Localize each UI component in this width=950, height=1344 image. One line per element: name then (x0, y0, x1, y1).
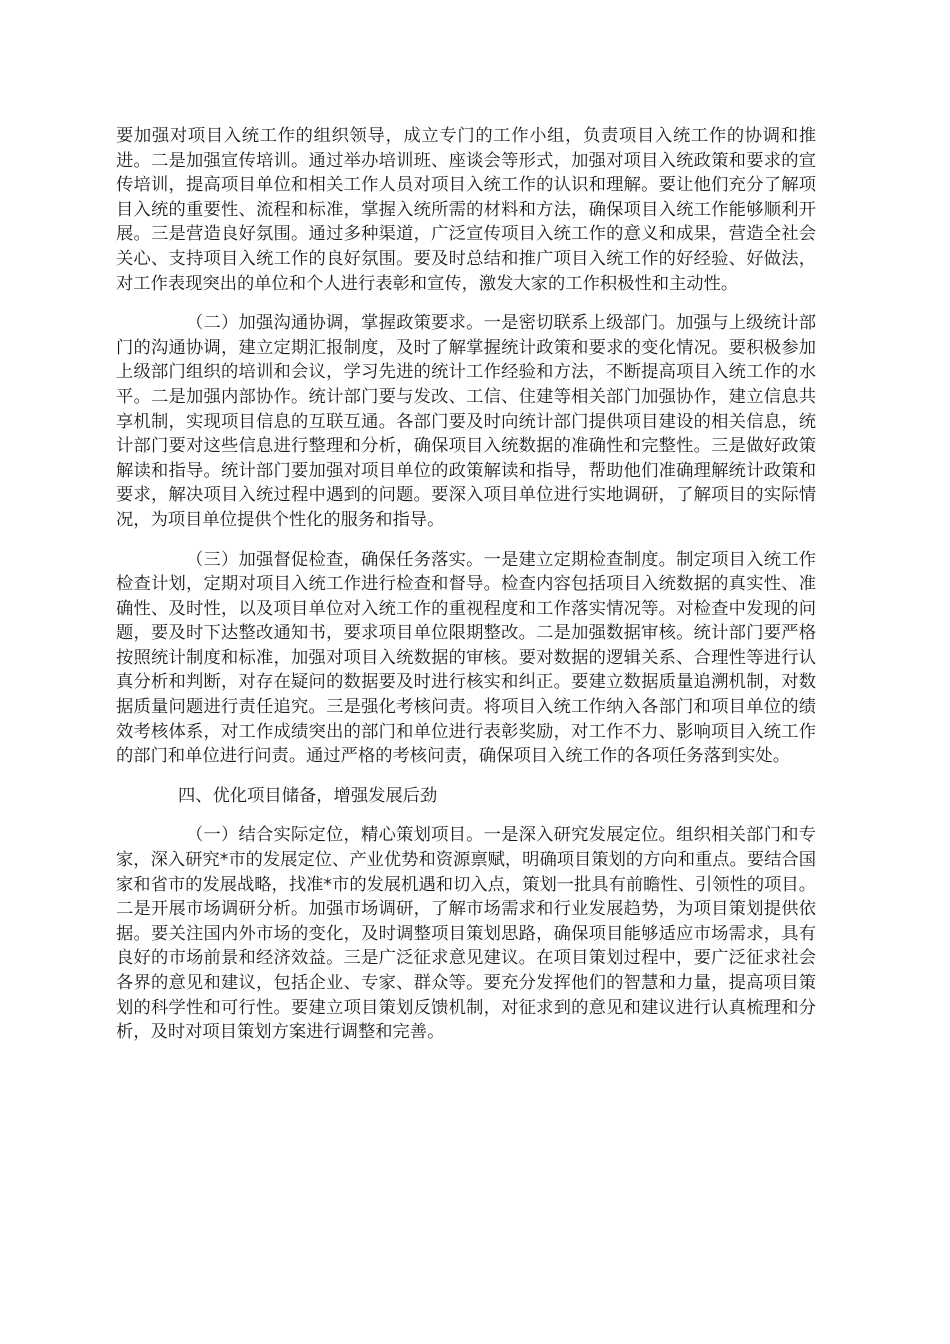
paragraph-continuation: 要加强对项目入统工作的组织领导，成立专门的工作小组，负责项目入统工作的协调和推进。二是加强宣传培训。通过举办培训班、座谈会等形式，加强对项目入统政策和要求的宣传培训，提高项目单位和相关工作人员对项目入统工作的认识和理解。要让他们充分了解项目入统的重要性、流程和标准，掌握入统所需的材料和方法，确保项目入统工作能够顺利开展。三是营造良好氛围。通过多种渠道，广泛宣传项目入统工作的意义和成果，营造全社会关心、支持项目入统工作的良好氛围。要及时总结和推广项目入统工作的好经验、好做法，对工作表现突出的单位和个人进行表彰和宣传，激发大家的工作积极性和主动性。 (116, 126, 816, 294)
paragraph-section-2: （二）加强沟通协调，掌握政策要求。一是密切联系上级部门。加强与上级统计部门的沟通协调，建立定期汇报制度，及时了解掌握统计政策和要求的变化情况。要积极参加上级部门组织的培训和会议，学习先进的统计工作经验和方法，不断提高项目入统工作的水平。二是加强内部协作。统计部门要与发改、工信、住建等相关部门加强协作，建立信息共享机制，实现项目信息的互联互通。各部门要及时向统计部门提供项目建设的相关信息，统计部门要对这些信息进行整理和分析，确保项目入统数据的准确性和完整性。三是做好政策解读和指导。统计部门要加强对项目单位的政策解读和指导，帮助他们准确理解统计政策和要求，解决项目入统过程中遇到的问题。要深入项目单位进行实地调研，了解项目的实际情况，为项目单位提供个性化的服务和指导。 (116, 313, 816, 530)
paragraph-section-3: （三）加强督促检查，确保任务落实。一是建立定期检查制度。制定项目入统工作检查计划，定期对项目入统工作进行检查和督导。检查内容包括项目入统数据的真实性、准确性、及时性，以及项目单位对入统工作的重视程度和工作落实情况等。对检查中发现的问题，要及时下达整改通知书，要求项目单位限期整改。二是加强数据审核。统计部门要严格按照统计制度和标准，加强对项目入统数据的审核。要对数据的逻辑关系、合理性等进行认真分析和判断，对存在疑问的数据要及时进行核实和纠正。要建立数据质量追溯机制，对数据质量问题进行责任追究。三是强化考核问责。将项目入统工作纳入各部门和项目单位的绩效考核体系，对工作成绩突出的部门和单位进行表彰奖励，对工作不力、影响项目入统工作的部门和单位进行问责。通过严格的考核问责，确保项目入统工作的各项任务落到实处。 (116, 549, 816, 767)
section-heading-four: 四、优化项目储备，增强发展后劲 (178, 785, 438, 806)
document-page (116, 124, 816, 1060)
paragraph-section-4-1: （一）结合实际定位，精心策划项目。一是深入研究发展定位。组织相关部门和专家，深入研究*市的发展定位、产业优势和资源禀赋，明确项目策划的方向和重点。要结合国家和省市的发展战略，找准*市的发展机遇和切入点，策划一批具有前瞻性、引领性的项目。二是开展市场调研分析。加强市场调研，了解市场需求和行业发展趋势，为项目策划提供依据。要关注国内外市场的变化，及时调整项目策划思路，确保项目能够适应市场需求，具有良好的市场前景和经济效益。三是广泛征求意见建议。在项目策划过程中，要广泛征求社会各界的意见和建议，包括企业、专家、群众等。要充分发挥他们的智慧和力量，提高项目策划的科学性和可行性。要建立项目策划反馈机制，对征求到的意见和建议进行认真梳理和分析，及时对项目策划方案进行调整和完善。 (116, 825, 816, 1043)
